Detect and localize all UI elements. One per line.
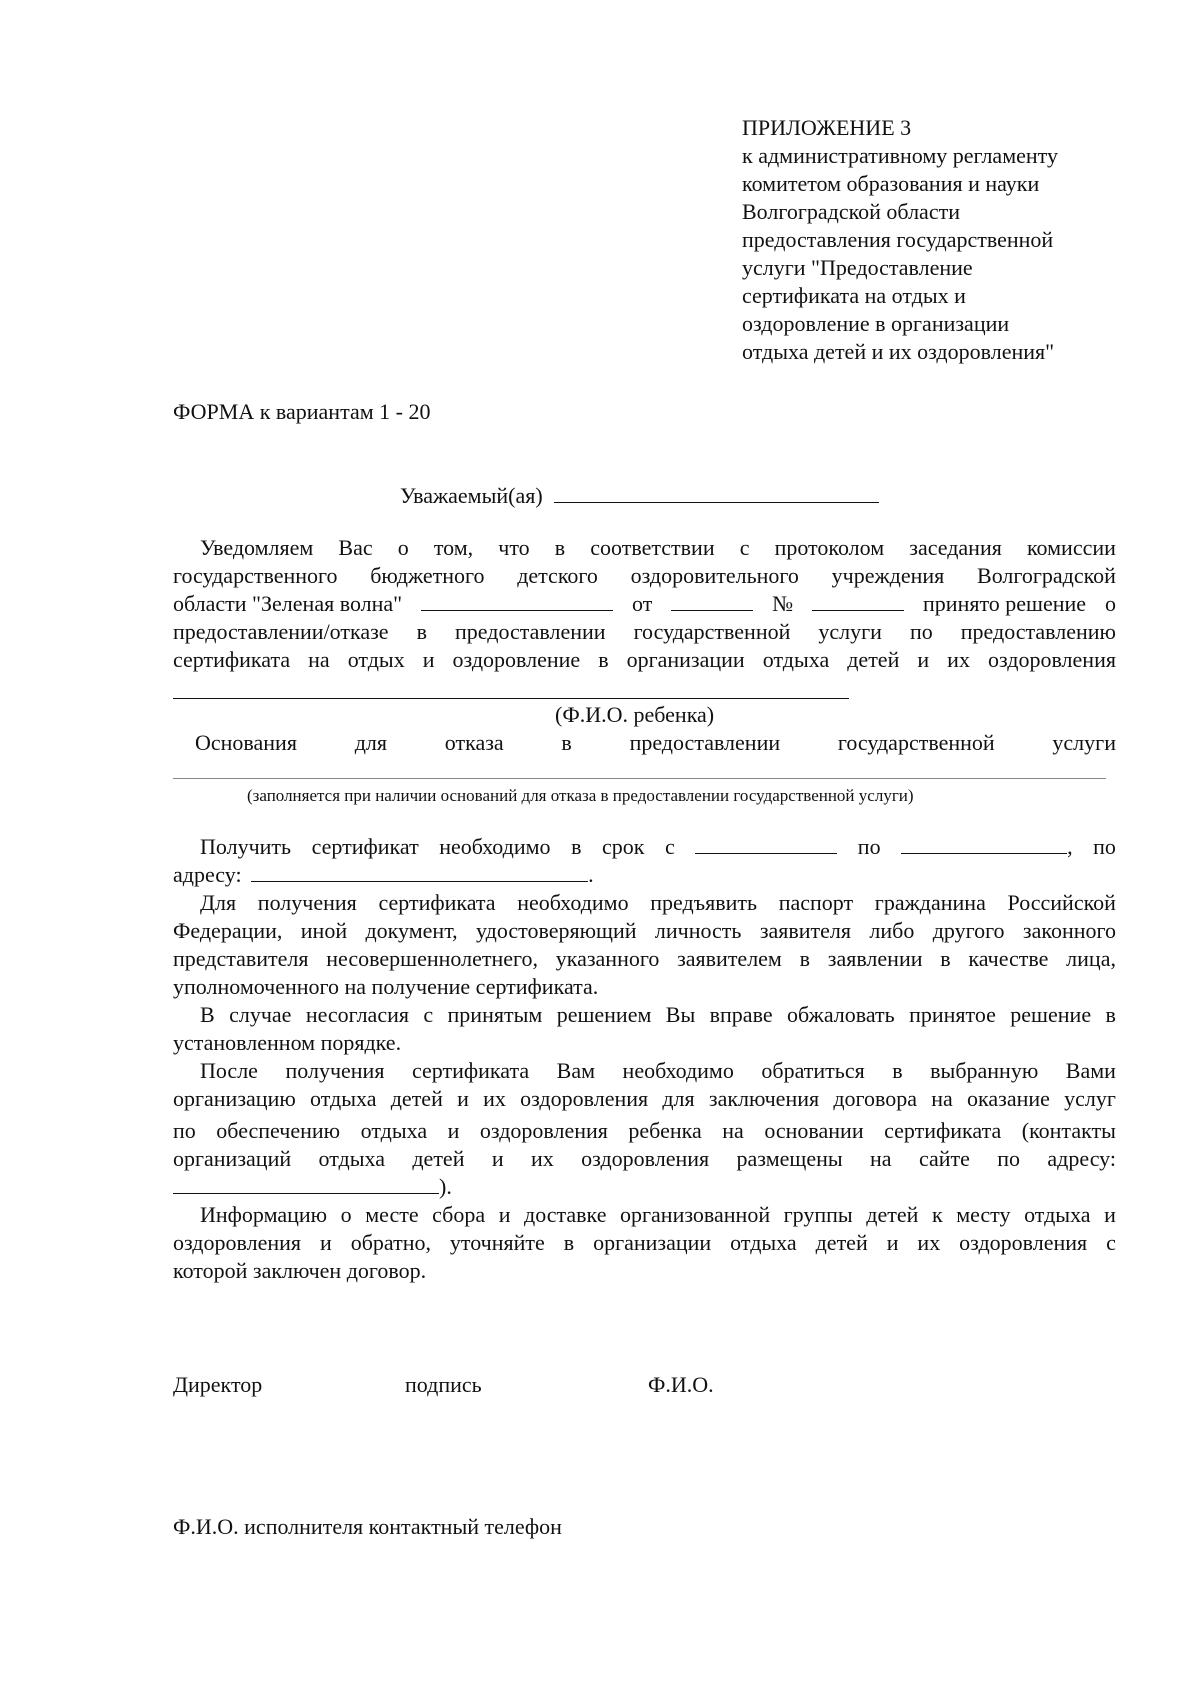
- word: гражданина: [874, 890, 986, 915]
- word: сбора: [432, 1202, 486, 1227]
- after-line-5: [173, 1173, 452, 1201]
- notice-line-1: [200, 534, 1116, 562]
- appeal-line-1: [200, 1001, 1116, 1029]
- word: детского: [517, 563, 598, 588]
- word: том,: [433, 535, 474, 560]
- word: о: [397, 535, 409, 560]
- word: детей: [412, 1146, 465, 1171]
- word: группы: [783, 1202, 853, 1227]
- word: на: [722, 1118, 744, 1143]
- word: (контакты: [1021, 1118, 1116, 1143]
- word: вправе: [709, 1002, 773, 1027]
- appendix-title: ПРИЛОЖЕНИЕ 3: [742, 115, 912, 140]
- word: с: [423, 1002, 434, 1027]
- addressee-blank[interactable]: [554, 482, 879, 503]
- word: отдыха: [360, 1118, 428, 1143]
- word: обратно,: [350, 1230, 431, 1255]
- word: обеспечению: [216, 1118, 341, 1143]
- word: случае: [229, 1002, 292, 1027]
- word: в: [416, 619, 427, 644]
- word: заключения: [708, 1086, 820, 1111]
- word: необходимо: [622, 1058, 734, 1083]
- word: принятым: [447, 1002, 543, 1027]
- word: о: [1104, 591, 1116, 616]
- word: по: [1093, 834, 1116, 859]
- word: другого: [932, 918, 1005, 943]
- word: по: [997, 1146, 1021, 1171]
- info-line-1: [200, 1201, 1116, 1229]
- word: отказа: [444, 730, 504, 755]
- word: бюджетного: [370, 563, 485, 588]
- word: детей: [847, 647, 900, 672]
- word: необходимо: [439, 834, 551, 859]
- word: предоставлении: [629, 730, 781, 755]
- word: отдыха: [310, 1086, 377, 1111]
- word: оздоровления: [959, 1230, 1088, 1255]
- word: представителя: [173, 946, 309, 971]
- word: в: [799, 946, 810, 971]
- signature-label: подпись: [405, 1372, 482, 1397]
- word: и: [319, 1230, 332, 1255]
- word: Вас: [338, 535, 373, 560]
- word: для: [662, 1086, 695, 1111]
- word: и: [447, 1118, 460, 1143]
- word: решение: [1010, 1002, 1092, 1027]
- word: услуг: [1064, 1086, 1116, 1111]
- org-name-text: области "Зеленая волна": [173, 591, 403, 616]
- word: в: [940, 946, 951, 971]
- word: для: [354, 730, 388, 755]
- appendix-line: к административному регламенту: [742, 143, 1058, 168]
- word: детей: [390, 1086, 443, 1111]
- word: и: [491, 1146, 504, 1171]
- org-detail-blank[interactable]: [421, 590, 613, 611]
- word: решением: [556, 1002, 652, 1027]
- word: сертификата: [378, 890, 496, 915]
- word: оздоровление: [452, 647, 581, 672]
- word: срок: [601, 834, 645, 859]
- period: .: [588, 862, 594, 887]
- appendix-line: оздоровление в организации: [742, 311, 1010, 336]
- refusal-line: [195, 729, 1116, 757]
- word: организаций: [173, 1146, 292, 1171]
- word: протоколом: [774, 535, 885, 560]
- word: Вы: [665, 1002, 696, 1027]
- word: Для: [200, 890, 237, 915]
- after-line-3: [173, 1117, 1116, 1145]
- word: государственного: [173, 563, 338, 588]
- address-blank[interactable]: [251, 861, 588, 882]
- documents-line-2: [173, 917, 1116, 945]
- word: заявителем: [677, 946, 782, 971]
- word: Федерации,: [173, 918, 283, 943]
- word: ребенка: [628, 1118, 702, 1143]
- notice-line-2: [173, 562, 1116, 590]
- website-blank[interactable]: [173, 1173, 439, 1194]
- documents-line-1: [200, 889, 1116, 917]
- word: доставке: [524, 1202, 607, 1227]
- word: Получить: [200, 834, 292, 859]
- word: основании: [764, 1118, 864, 1143]
- word: в: [598, 647, 609, 672]
- word: получения: [257, 890, 357, 915]
- word: заявителя: [759, 918, 852, 943]
- word: документ,: [365, 918, 458, 943]
- word: несовершеннолетнего,: [326, 946, 538, 971]
- word: их: [917, 1230, 941, 1255]
- word: в: [554, 535, 566, 560]
- word: по: [909, 619, 933, 644]
- word: Российской: [1007, 890, 1116, 915]
- word: и: [457, 1086, 469, 1111]
- word: с: [664, 834, 675, 859]
- closing-paren: ).: [439, 1174, 452, 1199]
- word: отдыха: [1024, 1202, 1091, 1227]
- word: Информацию: [200, 1202, 328, 1227]
- word: и: [917, 647, 930, 672]
- word: комиссии: [1026, 535, 1116, 560]
- word: указанного: [555, 946, 660, 971]
- word: предоставлении/отказе: [173, 619, 389, 644]
- word: оздоровления: [581, 1146, 710, 1171]
- after-line-1: [200, 1057, 1116, 1085]
- word: и: [422, 647, 435, 672]
- word: о: [340, 1202, 352, 1227]
- word: к: [931, 1202, 943, 1227]
- word: учреждения: [831, 563, 945, 588]
- info-line-3: которой заключен договор.: [173, 1258, 427, 1283]
- word: их: [947, 647, 970, 672]
- word: оздоровления: [173, 1230, 301, 1255]
- word: несогласия: [305, 1002, 409, 1027]
- word: уточняйте: [449, 1230, 545, 1255]
- salutation-text: Уважаемый(ая): [400, 483, 543, 508]
- word: В: [200, 1002, 215, 1027]
- word: месте: [365, 1202, 419, 1227]
- director-fio-label: Ф.И.О.: [648, 1372, 714, 1397]
- word: оздоровления: [987, 647, 1116, 672]
- comma: ,: [1067, 834, 1073, 859]
- appendix-line: услуги "Предоставление: [742, 255, 973, 280]
- word: лица,: [1066, 946, 1116, 971]
- word: выбранную: [930, 1058, 1039, 1083]
- word: предъявить: [650, 890, 758, 915]
- word: получения: [285, 1058, 385, 1083]
- appeal-line-2: установленном порядке.: [173, 1030, 402, 1055]
- form-label: ФОРМА к вариантам 1 - 20: [173, 399, 431, 424]
- word: соответствии: [590, 535, 715, 560]
- word: обратиться: [761, 1058, 865, 1083]
- word: и: [1104, 1202, 1116, 1227]
- protocol-number-blank[interactable]: [812, 590, 904, 611]
- info-line-2: [173, 1229, 1116, 1257]
- word: по: [173, 1118, 196, 1143]
- word: их: [531, 1146, 554, 1171]
- child-name-line[interactable]: [173, 698, 849, 699]
- word: в: [571, 834, 582, 859]
- word: размещены: [736, 1146, 843, 1171]
- word: с: [1106, 1230, 1116, 1255]
- date-from-blank[interactable]: [695, 833, 837, 854]
- word: в: [892, 1058, 903, 1083]
- word: адресу:: [1047, 1146, 1116, 1171]
- word: на: [931, 1086, 953, 1111]
- word: обжаловать: [786, 1002, 895, 1027]
- word: оздоровительного: [630, 563, 799, 588]
- word: отдых: [347, 647, 405, 672]
- word: в: [1105, 1002, 1116, 1027]
- word: принятое: [909, 1002, 996, 1027]
- word: организованной: [620, 1202, 771, 1227]
- word: от: [632, 591, 653, 616]
- word: оказание: [967, 1086, 1050, 1111]
- word: сертификата: [411, 1058, 530, 1083]
- word: и: [886, 1230, 899, 1255]
- word: что: [498, 535, 530, 560]
- word: качестве: [968, 946, 1049, 971]
- word: государственной: [633, 619, 791, 644]
- notice-line-3: [173, 590, 1116, 618]
- word: удостоверяющий: [476, 918, 637, 943]
- salutation: [400, 482, 879, 510]
- word: услуги: [1052, 730, 1116, 755]
- after-line-2: [173, 1085, 1116, 1113]
- word: отдыха: [730, 1230, 797, 1255]
- word: в: [563, 1230, 575, 1255]
- word: оздоровления: [479, 1118, 608, 1143]
- appendix-line: комитетом образования и науки: [742, 171, 1040, 196]
- child-name-caption: (Ф.И.О. ребенка): [555, 702, 715, 727]
- appendix-block: [742, 114, 1058, 366]
- protocol-date-blank[interactable]: [671, 590, 753, 611]
- word: сайте: [918, 1146, 970, 1171]
- word: их: [483, 1086, 506, 1111]
- word: паспорт: [778, 890, 854, 915]
- word: Вами: [1065, 1058, 1116, 1083]
- appendix-line: предоставления государственной: [742, 227, 1054, 252]
- word: Основания: [195, 730, 297, 755]
- word: сертификат: [311, 834, 419, 859]
- word: отдыха: [762, 647, 830, 672]
- date-to-blank[interactable]: [901, 833, 1067, 854]
- appendix-line: сертификата на отдых и: [742, 283, 966, 308]
- word: иной: [300, 918, 348, 943]
- documents-line-3: [173, 945, 1116, 973]
- documents-line-4: уполномоченного на получение сертификата.: [173, 974, 599, 999]
- word: месту: [956, 1202, 1011, 1227]
- word: детей: [866, 1202, 919, 1227]
- word: на: [870, 1146, 892, 1171]
- receive-line-1: [200, 833, 1116, 861]
- word: законного: [1022, 918, 1116, 943]
- receive-line-2: [173, 861, 594, 889]
- word: предоставлении: [455, 619, 606, 644]
- appendix-line: Волгоградской области: [742, 199, 960, 224]
- word: и: [498, 1202, 511, 1227]
- word: Уведомляем: [200, 535, 314, 560]
- word: в: [561, 730, 572, 755]
- executor-contact: Ф.И.О. исполнителя контактный телефон: [173, 1514, 562, 1539]
- word: государственной: [837, 730, 995, 755]
- word: личность: [654, 918, 742, 943]
- word: заседания: [909, 535, 1002, 560]
- word: либо: [869, 918, 915, 943]
- word: сертификата: [173, 647, 291, 672]
- word: по: [857, 834, 881, 859]
- address-label: адресу:: [173, 862, 242, 887]
- word: детей: [815, 1230, 868, 1255]
- word: заявлении: [827, 946, 923, 971]
- word: организации: [626, 647, 745, 672]
- word: договора: [833, 1086, 918, 1111]
- word: сертификата: [884, 1118, 1002, 1143]
- word: услуги: [818, 619, 882, 644]
- word: отдыха: [318, 1146, 385, 1171]
- word: с: [739, 535, 750, 560]
- director-label: Директор: [173, 1372, 263, 1397]
- word: предоставлению: [960, 619, 1116, 644]
- after-line-4: [173, 1145, 1116, 1173]
- word: организации: [593, 1230, 712, 1255]
- appendix-line: отдыха детей и их оздоровления": [742, 339, 1055, 364]
- word: Вам: [556, 1058, 596, 1083]
- notice-line-4: [173, 618, 1116, 646]
- refusal-caption: (заполняется при наличии оснований для отказа в предоставлении государственной услуги): [247, 786, 914, 805]
- word: организацию: [173, 1086, 296, 1111]
- word: Волгоградской: [977, 563, 1116, 588]
- word: оздоровления: [520, 1086, 649, 1111]
- word: на: [308, 647, 330, 672]
- word: принято решение: [923, 591, 1087, 616]
- word: После: [200, 1058, 258, 1083]
- notice-line-5: [173, 646, 1116, 674]
- word: необходимо: [517, 890, 629, 915]
- refusal-reason-line[interactable]: [173, 778, 1106, 779]
- number-sign: №: [772, 591, 794, 616]
